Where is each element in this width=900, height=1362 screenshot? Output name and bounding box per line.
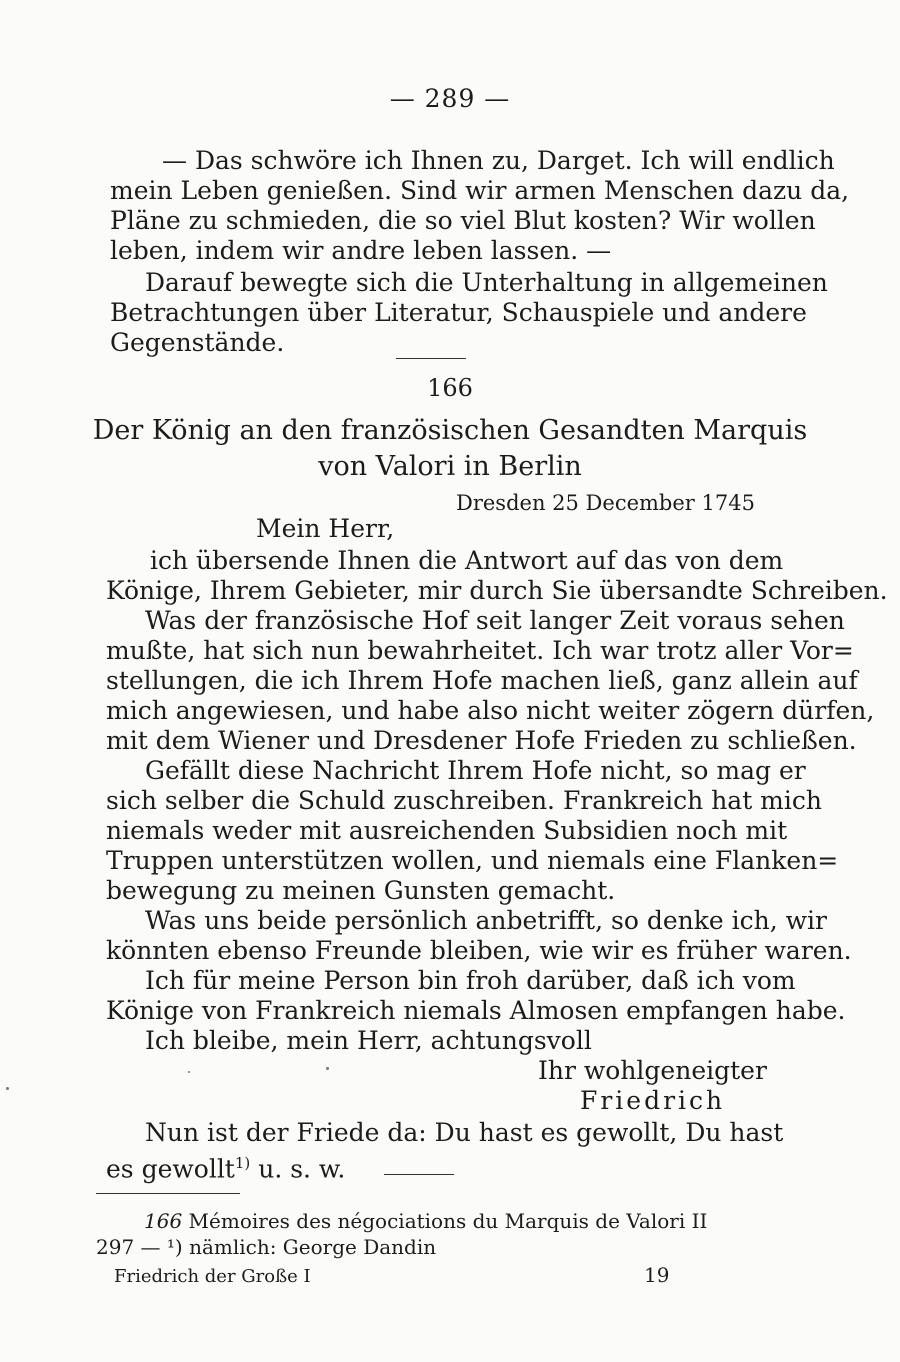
text-fragment: es gewollt [106,1154,235,1184]
text-line: mein Leben genießen. Sind wir armen Menschen dazu da, [110,176,850,205]
text-line: könnten ebenso Freunde bleiben, wie wir es früher waren. [106,936,852,965]
print-speck [6,1087,9,1090]
text-line: leben, indem wir andre leben lassen. — [110,236,612,265]
section-number: 166 [427,374,473,402]
text-line: Ich bleibe, mein Herr, achtungsvoll [145,1026,592,1055]
dateline: Dresden 25 December 1745 [456,491,755,515]
text-line: Ich für meine Person bin froh darüber, daß ich vom [145,966,796,995]
text-line: Was der französische Hof seit langer Zeit voraus sehen [145,606,845,635]
text-line: niemals weder mit ausreichenden Subsidien noch mit [106,816,788,845]
closing-divider [384,1174,454,1175]
text-line: Was uns beide persönlich anbetrifft, so denke ich, wir [145,906,827,935]
footnote-text: Mémoires des négociations du Marquis de Valori II [182,1209,708,1233]
section-divider [396,358,466,359]
text-line: Pläne zu schmieden, die so viel Blut kosten? Wir wollen [110,206,816,235]
text-line [106,1148,345,1184]
text-line: stellungen, die ich Ihrem Hofe machen ließ, ganz allein auf [106,666,858,695]
footnote-line [144,1208,707,1234]
text-line: — Das schwöre ich Ihnen zu, Darget. Ich will endlich [162,146,835,175]
page-number: — 289 — [389,84,511,113]
letter-heading-line: von Valori in Berlin [318,451,582,482]
text-line: bewegung zu meinen Gunsten gemacht. [106,876,616,905]
text-line: Könige, Ihrem Gebieter, mir durch Sie übersandte Schreiben. [106,576,888,605]
text-line: Betrachtungen über Literatur, Schauspiele und andere [110,298,807,327]
footnote-marker: 1) [234,1154,251,1172]
footnote-number: 166 [144,1209,183,1233]
signature-line-title: Friedrich der Große I [114,1266,311,1287]
text-line: Gefällt diese Nachricht Ihrem Hofe nicht, so mag er [145,756,806,785]
text-line: Nun ist der Friede da: Du hast es gewollt, Du hast [145,1118,784,1147]
print-speck [188,1071,190,1073]
text-line: mußte, hat sich nun bewahrheitet. Ich war trotz aller Vor= [106,636,854,665]
letter-heading-line: Der König an den französischen Gesandten Marquis [92,415,808,446]
text-line: Truppen unterstützen wollen, und niemals eine Flanken= [106,846,839,875]
text-line: mit dem Wiener und Dresdener Hofe Frieden zu schließen. [106,726,857,755]
text-fragment: u. s. w. [250,1154,346,1184]
footnote-line: 297 — ¹) nämlich: George Dandin [96,1235,437,1259]
text-line: mich angewiesen, und habe also nicht weiter zögern dürfen, [106,696,875,725]
footnote-rule [96,1193,240,1194]
text-line: Könige von Frankreich niemals Almosen empfangen habe. [106,996,846,1025]
text-line: Darauf bewegte sich die Unterhaltung in allgemeinen [145,268,828,297]
text-line: ich übersende Ihnen die Antwort auf das von dem [150,546,784,575]
print-speck [326,1067,329,1070]
text-line: Gegenstände. [110,328,285,357]
letter-signature: Friedrich [580,1086,726,1115]
signature-line-number: 19 [644,1263,670,1287]
salutation: Mein Herr, [256,514,395,543]
letter-closing: Ihr wohlgeneigter [538,1056,767,1085]
text-line: sich selber die Schuld zuschreiben. Frankreich hat mich [106,786,822,815]
